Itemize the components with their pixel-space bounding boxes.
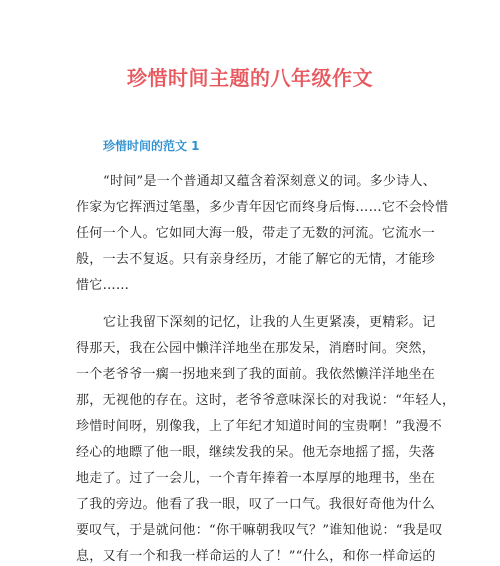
text-line: 经心的地瞟了他一眼，继续发我的呆。他无奈地摇了摇，失落 xyxy=(76,445,436,460)
text-line: “时间”是一个普通却又蕴含着深刻意义的词。多少诗人、 xyxy=(103,174,437,189)
text-line: 惜它…… xyxy=(76,278,130,293)
text-line: 般，一去不复返。只有亲身经历，才能了解它的无情，才能珍 xyxy=(76,252,436,267)
text-line: 任何一个人。它如同大海一般，带走了无数的河流。它流水一 xyxy=(76,226,436,241)
text-line: 珍惜时间呀，别像我，上了年纪才知道时间的宝贵啊！”我漫不 xyxy=(76,419,443,434)
text-line: 它让我留下深刻的记忆，让我的人生更紧凑，更精彩。记 xyxy=(103,315,436,330)
text-line: 要叹气，于是就问他：“你干嘛朝我叹气？”谁知他说：“我是叹 xyxy=(76,523,443,538)
text-line: 息，又有一个和我一样命运的人了！”“什么，和你一样命运的 xyxy=(76,549,436,564)
text-line: 作家为它挥洒过笔墨，多少青年因它而终身后悔……它不会怜惜 xyxy=(76,200,449,215)
document-title: 珍惜时间主题的八年级作文 xyxy=(127,66,373,90)
section-heading: 珍惜时间的范文 1 xyxy=(103,139,200,153)
text-line: 一个老爷爷一瘸一拐地来到了我的面前。我依然懒洋洋地坐在 xyxy=(76,367,436,382)
text-line: 那，无视他的存在。这时，老爷爷意味深长的对我说：“年轻人， xyxy=(76,393,456,408)
text-line: 得那天，我在公园中懒洋洋地坐在那发呆，消磨时间。突然， xyxy=(76,341,436,356)
text-line: 了我的旁边。他看了我一眼，叹了一口气。我很好奇他为什么 xyxy=(76,497,436,512)
text-line: 地走了。过了一会儿，一个青年捧着一本厚厚的地理书，坐在 xyxy=(76,471,436,486)
